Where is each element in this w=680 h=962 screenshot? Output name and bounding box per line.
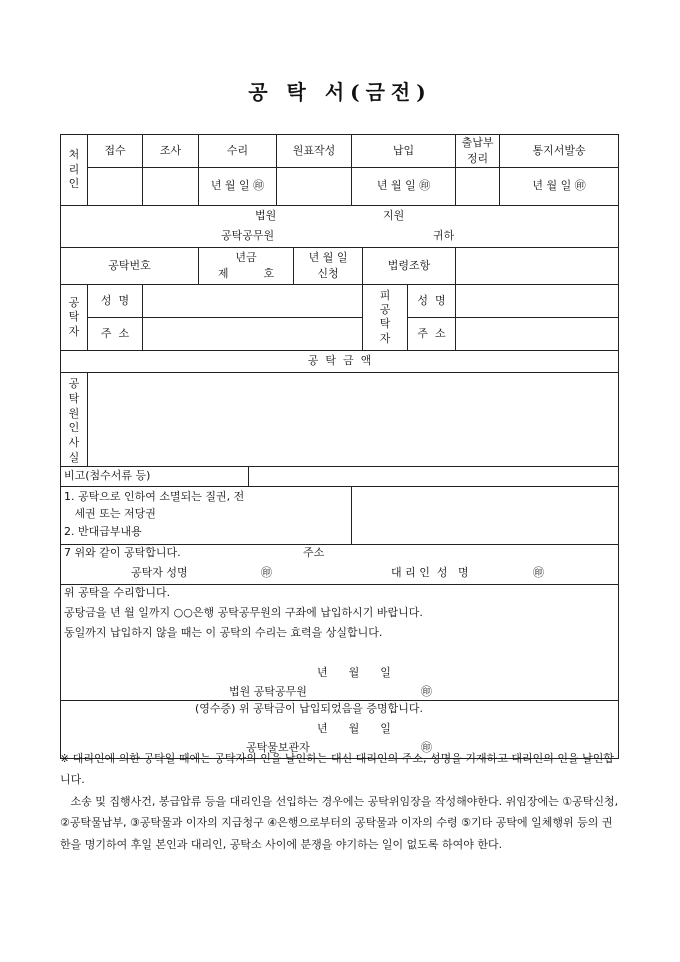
payment-date-cell[interactable]: 년 월 일 ㊞ (352, 167, 456, 205)
depositor-addr-label: 주 소 (88, 317, 143, 350)
agent-seal[interactable]: ㊞ (533, 565, 544, 579)
note-power-of-attorney: 소송 및 집행사건, 봉급압류 등을 대리인을 선입하는 경우에는 공탁위임장을 작성해야한다. 위임장에는 ①공탁신청, ②공탁물납부, ③공탁물과 이자의 지급청구 ④은행으로부터의 공탁물과 이자의 수령 ⑤기타 공탁에 일체행위 등의 권한을 명기하여 후일 본인과 대리인, 공탁소 사이에 분쟁을 야기하는 일이 없도록 하여야 한다. (60, 794, 622, 851)
ledger-cell[interactable] (277, 167, 352, 205)
depositor-addr-field[interactable] (143, 317, 363, 350)
depositee-addr-field[interactable] (456, 317, 619, 350)
accept-officer: 법원 공탁공무원 (229, 684, 307, 698)
depositee-label-text: 피 공 탁 자 (379, 288, 391, 345)
extinct-line2: 세권 또는 저당권 (64, 507, 156, 521)
cause-label (61, 372, 88, 466)
deposit-no: 제 호 (217, 266, 275, 280)
receipt-date: 년 월 일 (317, 721, 391, 735)
officer-label: 공탁공무원 (221, 228, 275, 242)
accept-seal[interactable]: ㊞ (421, 684, 432, 698)
accept-date: 년 월 일 (317, 665, 391, 679)
extinct-rights-cell (61, 486, 352, 544)
book-cell[interactable] (456, 167, 500, 205)
header-notice: 통지서발송 (500, 135, 619, 168)
notice-date-cell[interactable]: 년 월 일 ㊞ (500, 167, 619, 205)
depositor-name-field[interactable] (143, 284, 363, 317)
declare-line: 7 위와 같이 공탁합니다. (64, 545, 181, 559)
remarks-field[interactable] (249, 466, 619, 486)
depositee-name-field[interactable] (456, 284, 619, 317)
depositor-label-text: 공 탁 자 (68, 295, 80, 338)
depositee-addr-label: 주 소 (408, 317, 456, 350)
header-accept: 수리 (199, 135, 277, 168)
honorific-label: 귀하 (433, 228, 455, 242)
acceptance-cell (61, 584, 619, 700)
header-receipt: 접수 (88, 135, 143, 168)
accept-line1: 위 공탁을 수리합니다. (64, 585, 171, 599)
apply-label: 신청 (317, 266, 339, 280)
apply-date-cell[interactable] (294, 247, 363, 284)
agent-signer: 대 리 인 성 명 (391, 565, 469, 579)
extinct-line1: 1. 공탁으로 인하여 소멸되는 질권, 전 (64, 489, 245, 503)
receipt-line: (영수증) 위 공탁금이 납입되었음을 증명합니다. (195, 701, 423, 715)
depositor-seal[interactable]: ㊞ (261, 565, 272, 579)
deposit-year: 년금 (235, 250, 257, 264)
declare-address: 주소 (303, 545, 325, 559)
deposit-no-cell[interactable] (199, 247, 294, 284)
header-book: 출납부정리 (456, 135, 500, 168)
process-label-text: 처 리 인 (68, 148, 80, 191)
page-title: 공 탁 서(금전) (248, 80, 432, 104)
amount-label: 공 탁 금 액 (61, 350, 619, 372)
deposit-no-label: 공탁번호 (61, 247, 199, 284)
accept-line2: 공탕금을 년 월 일까지 ○○은행 공탁공무원의 구좌에 납입하시기 바랍니다. (64, 605, 423, 619)
declaration-cell (61, 544, 619, 584)
apply-date: 년 월 일 (308, 250, 348, 264)
remarks-label: 비고(첨수서류 등) (61, 466, 249, 486)
process-label (61, 135, 88, 206)
depositor-label (61, 284, 88, 350)
receipt-seal[interactable]: ㊞ (421, 740, 432, 754)
branch-label: 지원 (383, 208, 405, 222)
extinct-rights-field[interactable] (352, 486, 619, 544)
inspect-cell[interactable] (143, 167, 199, 205)
law-label: 법령조항 (363, 247, 456, 284)
header-inspect: 조사 (143, 135, 199, 168)
depositor-signer: 공탁자 성명 (131, 565, 188, 579)
notes-section (60, 748, 620, 855)
header-payment: 납입 (352, 135, 456, 168)
court-address (61, 205, 619, 247)
cause-label-text: 공 탁 원 인 사 실 (68, 376, 80, 465)
depositee-label (363, 284, 408, 350)
cause-field[interactable] (88, 372, 619, 466)
note-agent: ※ 대리인에 의한 공탁일 때에는 공탁자의 인을 날인하는 대신 대리인의 주소, 성명을 기재하고 대리인의 인을 날인합니다. (60, 752, 614, 787)
deposit-form-table (60, 134, 619, 759)
court-label: 법원 (255, 208, 277, 222)
depositee-name-label: 성 명 (408, 284, 456, 317)
extinct-line3: 2. 반대급부내용 (64, 524, 142, 538)
accept-date-cell[interactable]: 년 월 일 ㊞ (199, 167, 277, 205)
header-ledger: 원표작성 (277, 135, 352, 168)
depositor-name-label: 성 명 (88, 284, 143, 317)
accept-line3: 동일까지 납입하지 않을 때는 이 공탁의 수리는 효력을 상실합니다. (64, 625, 383, 639)
receipt-cell[interactable] (88, 167, 143, 205)
receipt-keeper: 공탁물보관자 (246, 740, 310, 754)
law-cell[interactable] (456, 247, 619, 284)
